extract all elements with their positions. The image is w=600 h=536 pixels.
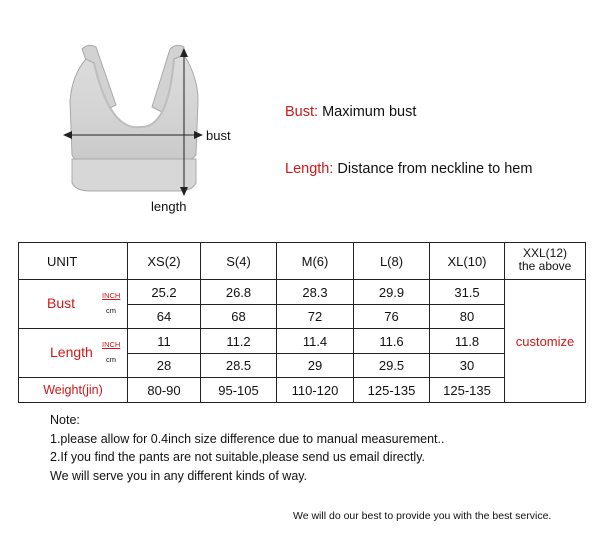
table-cell: 72	[277, 304, 354, 329]
table-cell: 28.5	[201, 353, 277, 378]
legend-bust	[285, 104, 416, 120]
length-label-text: Length	[50, 344, 93, 361]
table-cell: 64	[128, 304, 201, 329]
legend-bust-text: Maximum bust	[322, 104, 417, 120]
table-cell: 29.9	[354, 280, 430, 305]
table-cell: 30	[430, 353, 505, 378]
table-cell: 11.4	[277, 329, 354, 354]
table-cell: 68	[201, 304, 277, 329]
note-line: We will serve you in any different kinds of way.	[50, 468, 308, 483]
table-cell: 29	[277, 353, 354, 378]
weight-row-label: Weight(jin)	[19, 378, 128, 403]
table-cell: 25.2	[128, 280, 201, 305]
xxl-sub-label: the above	[518, 259, 572, 273]
table-row	[19, 280, 586, 305]
table-header-row	[19, 243, 586, 280]
customize-cell: customize	[505, 280, 586, 403]
header-size-m: M(6)	[277, 243, 354, 280]
table-cell: 26.8	[201, 280, 277, 305]
length-label: length	[151, 199, 187, 214]
table-cell: 11.6	[354, 329, 430, 354]
legend-length-text: Distance from neckline to hem	[337, 161, 533, 177]
note-line: 2.If you find the pants are not suitable,please send us email directly.	[50, 450, 425, 464]
header-unit: UNIT	[19, 243, 128, 280]
length-unit-cm: cm	[106, 355, 116, 365]
header-size-xxl	[505, 243, 586, 280]
bust-label-text: Bust	[47, 295, 76, 312]
table-cell: 95-105	[201, 378, 277, 403]
size-chart-table	[18, 242, 586, 403]
header-size-s: S(4)	[201, 243, 277, 280]
note-line: 1.please allow for 0.4inch size difference due to manual measurement..	[50, 431, 445, 446]
length-row-label	[19, 329, 128, 378]
table-cell: 11.2	[201, 329, 277, 354]
table-cell: 125-135	[430, 378, 505, 403]
table-cell: 11.8	[430, 329, 505, 354]
length-unit-inch: INCH	[102, 340, 121, 350]
legend-bust-key: Bust:	[285, 104, 319, 120]
header-size-xl: XL(10)	[430, 243, 505, 280]
notes-heading: Note:	[50, 413, 80, 427]
table-row	[19, 329, 586, 354]
sports-bra-illustration	[60, 35, 220, 225]
header-size-l: L(8)	[354, 243, 430, 280]
table-cell: 28.3	[277, 280, 354, 305]
bust-row-label	[19, 280, 128, 329]
table-row	[19, 378, 586, 403]
bust-label: bust	[206, 128, 231, 143]
table-cell: 29.5	[354, 353, 430, 378]
legend-length	[285, 161, 532, 177]
table-cell: 125-135	[354, 378, 430, 403]
bra-drawing	[60, 35, 220, 225]
table-cell: 80-90	[128, 378, 201, 403]
legend-length-key: Length:	[285, 161, 334, 177]
bust-unit-inch: INCH	[102, 291, 121, 301]
header-size-xs: XS(2)	[128, 243, 201, 280]
xxl-label: XXL(12)	[522, 246, 568, 260]
bust-unit-cm: cm	[106, 306, 116, 316]
table-cell: 80	[430, 304, 505, 329]
table-cell: 76	[354, 304, 430, 329]
table-cell: 110-120	[277, 378, 354, 403]
table-cell: 28	[128, 353, 201, 378]
table-cell: 11	[128, 329, 201, 354]
notes-section	[50, 411, 444, 485]
table-cell: 31.5	[430, 280, 505, 305]
closing-message: We will do our best to provide you with the best service.	[293, 510, 552, 522]
